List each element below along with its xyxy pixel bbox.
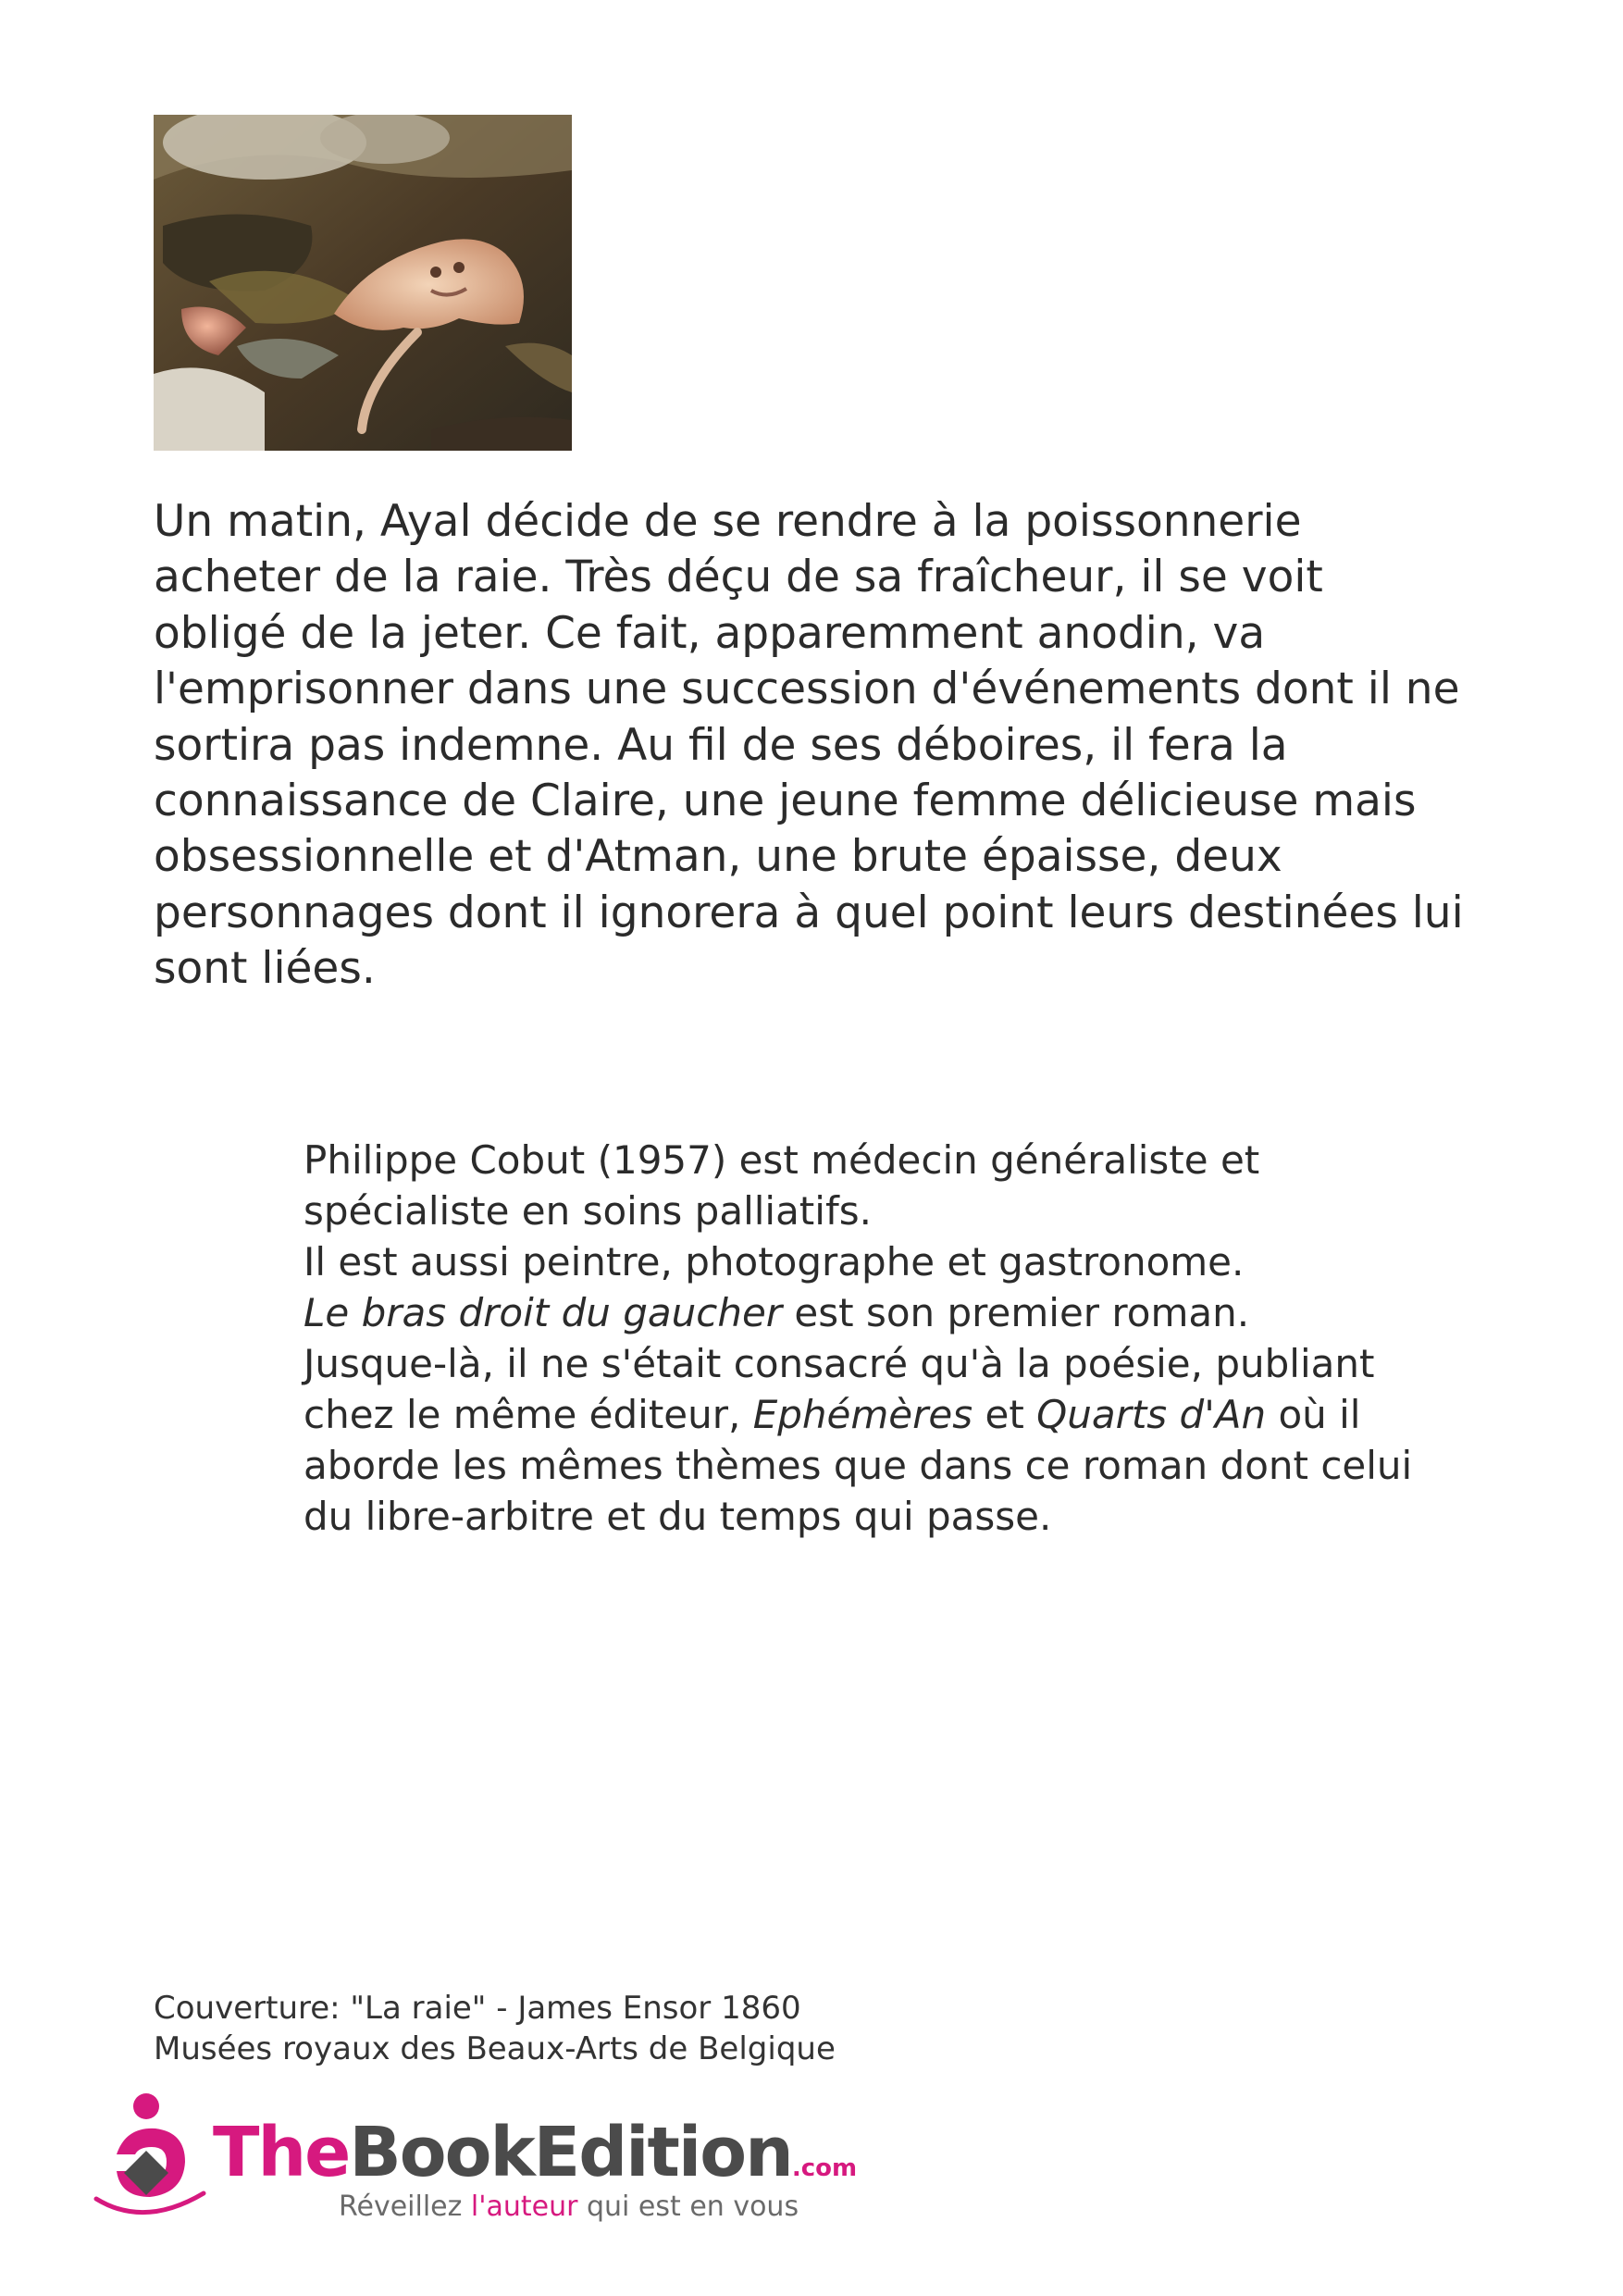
bio-line: Il est aussi peintre, photographe et gastronome. xyxy=(304,1239,1245,1285)
tagline-text: Réveillez xyxy=(339,2191,471,2223)
publisher-logo[interactable] xyxy=(89,2090,858,2238)
author-bio xyxy=(304,1135,1460,1542)
book-title: Le bras droit du gaucher xyxy=(304,1290,783,1335)
bio-line: Philippe Cobut (1957) est médecin généraliste et spécialiste en soins palliatifs. xyxy=(304,1137,1260,1234)
credit-line: Couverture: "La raie" - James Ensor 1860 xyxy=(154,1990,801,2027)
bio-text: est son premier roman. xyxy=(782,1290,1250,1335)
tagline-highlight: l'auteur xyxy=(470,2191,578,2223)
cover-credit xyxy=(154,1988,986,2069)
tagline-text: qui est en vous xyxy=(577,2191,799,2223)
bio-line xyxy=(304,1287,1460,1338)
synopsis-text: Un matin, Ayal décide de se rendre à la poissonnerie acheter de la raie. Très déçu de sa fraîcheur, il se voit obligé de la jeter. Ce fait, apparemment anodin, va l'emprisonner dans une succession d'événements dont il ne sortira pas indemne. Au fil de ses déboires, il fera la connaissance de Claire, une jeune femme délicieuse mais obsessionnelle et d'Atman, une brute épaisse, deux personnages dont il ignorera à quel point leurs destinées lui sont liées. xyxy=(154,496,1464,995)
painting-skate-still-life-image xyxy=(154,115,572,451)
bio-text: et xyxy=(973,1392,1037,1437)
cover-painting-image xyxy=(154,115,572,451)
bio-line xyxy=(304,1338,1460,1542)
work-title: Ephémères xyxy=(752,1392,973,1437)
brand-bookedition: BookEdition xyxy=(349,2113,792,2192)
credit-line: Musées royaux des Beaux-Arts de Belgique xyxy=(154,2030,836,2067)
thebookedition-logo-icon xyxy=(89,2090,209,2228)
bio-text: où il aborde les mêmes thèmes que dans ce roman dont celui du libre-arbitre et du temps qui passe. xyxy=(304,1392,1413,1539)
publisher-tagline xyxy=(339,2191,799,2223)
brand-domain: .com xyxy=(791,2154,858,2182)
brand-the: The xyxy=(213,2113,350,2192)
bio-text: Jusque-là, il ne s'était consacré qu'à la poésie, publiant chez le même éditeur, xyxy=(304,1341,1375,1437)
work-title: Quarts d'An xyxy=(1036,1392,1267,1437)
